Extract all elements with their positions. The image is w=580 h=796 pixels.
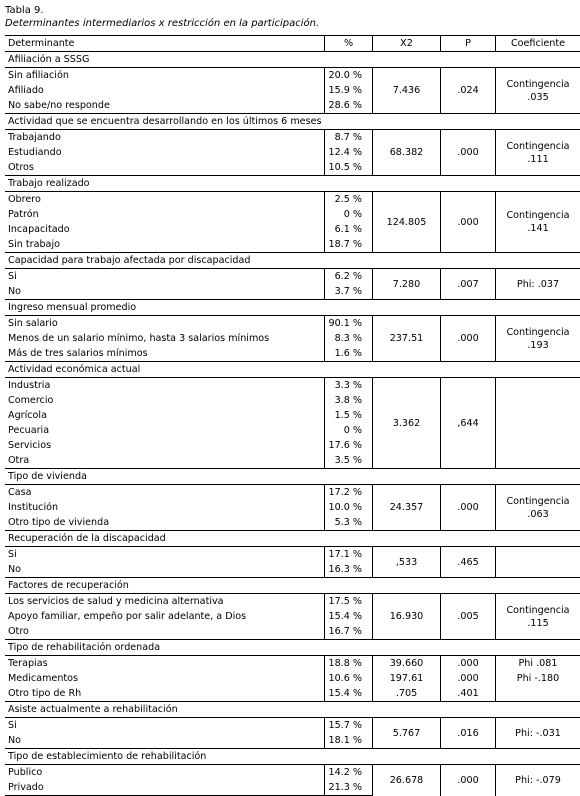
row-label: Sin salario [5,316,325,332]
header-percent: % [325,36,373,52]
row-percent: 18.7 % [325,237,373,253]
row-x2: 39.660 [373,656,441,672]
row-percent: 16.7 % [325,624,373,640]
header-coeficiente: Coeficiente [496,36,580,52]
row-percent: 90.1 % [325,316,373,332]
row-label: Los servicios de salud y medicina alternativa [5,594,325,610]
row-label: No [5,562,325,578]
table-label: Tabla 9. [5,4,575,17]
section-header-row [5,531,580,547]
row-label: Más de tres salarios mínimos [5,346,325,362]
row-coef: Phi -.180 [496,671,580,686]
section-coef [496,547,580,578]
section-title: Tipo de vivienda [5,469,580,485]
row-x2: .705 [373,686,441,702]
row-coef: Phi .081 [496,656,580,672]
coef-line: Contingencia [496,209,580,222]
row-label: Terapias [5,656,325,672]
table-row [5,269,580,285]
row-label: Sin trabajo [5,237,325,253]
row-label: Privado [5,780,325,796]
row-label: Patrón [5,207,325,222]
section-header-row [5,578,580,594]
section-header-row [5,640,580,656]
row-percent: 12.4 % [325,145,373,160]
section-header-row [5,253,580,269]
coef-line: Contingencia [496,140,580,153]
row-label: Si [5,718,325,734]
section-header-row [5,362,580,378]
table-row [5,130,580,146]
section-x2: 26.678 [373,765,441,796]
section-header-row [5,300,580,316]
row-percent: 2.5 % [325,192,373,208]
row-percent: 21.3 % [325,780,373,796]
row-label: Si [5,269,325,285]
row-percent: 18.8 % [325,656,373,672]
row-label: Estudiando [5,145,325,160]
table-row [5,547,580,563]
row-label: Menos de un salario mínimo, hasta 3 salarios mínimos [5,331,325,346]
table-row [5,718,580,734]
table-row [5,765,580,781]
row-label: Comercio [5,393,325,408]
section-x2: 16.930 [373,594,441,640]
row-label: Obrero [5,192,325,208]
section-coef [496,594,580,640]
table-row [5,192,580,208]
section-p: .005 [441,594,496,640]
table-row [5,378,580,394]
header-row [5,36,580,52]
row-percent: 15.7 % [325,718,373,734]
row-percent: 3.5 % [325,453,373,469]
row-label: Institución [5,500,325,515]
row-p: .000 [441,671,496,686]
section-coef [496,718,580,749]
section-header-row [5,52,580,68]
section-p: .016 [441,718,496,749]
row-label: Trabajando [5,130,325,146]
section-header-row [5,469,580,485]
table-row [5,68,580,84]
row-label: No [5,733,325,749]
row-percent: 3.8 % [325,393,373,408]
header-p: P [441,36,496,52]
row-label: Apoyo familiar, empeño por salir adelante, a Dios [5,609,325,624]
section-title: Trabajo realizado [5,176,580,192]
section-title: Actividad que se encuentra desarrollando en los últimos 6 meses [5,114,580,130]
coef-line: .141 [496,222,580,235]
row-percent: 5.3 % [325,515,373,531]
row-percent: 10.5 % [325,160,373,176]
section-coef [496,130,580,176]
section-x2: 3.362 [373,378,441,469]
row-percent: 10.0 % [325,500,373,515]
section-header-row [5,176,580,192]
row-x2: 197.61 [373,671,441,686]
row-percent: 3.3 % [325,378,373,394]
row-percent: 8.7 % [325,130,373,146]
row-label: Si [5,547,325,563]
row-label: No [5,284,325,300]
row-p: .000 [441,656,496,672]
coef-line: Contingencia [496,495,580,508]
table-row [5,671,580,686]
section-coef [496,378,580,469]
section-x2: 7.280 [373,269,441,300]
section-x2: 24.357 [373,485,441,531]
coef-line: Phi: -.031 [496,727,580,740]
row-percent: 17.2 % [325,485,373,501]
row-percent: 0 % [325,423,373,438]
section-p: .000 [441,765,496,796]
row-percent: 15.4 % [325,686,373,702]
section-x2: 7.436 [373,68,441,114]
row-label: Casa [5,485,325,501]
row-percent: 17.6 % [325,438,373,453]
section-title: Recuperación de la discapacidad [5,531,580,547]
section-coef [496,316,580,362]
row-percent: 6.2 % [325,269,373,285]
row-label: No sabe/no responde [5,98,325,114]
coef-line: .115 [496,617,580,630]
row-coef [496,686,580,702]
table-row [5,686,580,702]
section-coef [496,269,580,300]
section-title: Factores de recuperación [5,578,580,594]
row-percent: 15.4 % [325,609,373,624]
row-percent: 1.6 % [325,346,373,362]
row-label: Otro [5,624,325,640]
section-p: .000 [441,192,496,253]
row-percent: 14.2 % [325,765,373,781]
coef-line: .111 [496,153,580,166]
section-title: Actividad económica actual [5,362,580,378]
coef-line: Contingencia [496,604,580,617]
coef-line: .035 [496,91,580,104]
section-coef [496,765,580,796]
section-coef [496,192,580,253]
section-coef [496,68,580,114]
row-percent: 10.6 % [325,671,373,686]
section-x2: 124.805 [373,192,441,253]
row-label: Afiliado [5,83,325,98]
row-percent: 16.3 % [325,562,373,578]
row-percent: 8.3 % [325,331,373,346]
section-title: Asiste actualmente a rehabilitación [5,702,580,718]
section-p: .024 [441,68,496,114]
row-label: Medicamentos [5,671,325,686]
row-percent: 6.1 % [325,222,373,237]
header-x2: X2 [373,36,441,52]
section-header-row [5,702,580,718]
section-title: Capacidad para trabajo afectada por discapacidad [5,253,580,269]
row-percent: 3.7 % [325,284,373,300]
table-row [5,316,580,332]
results-table [5,35,580,796]
row-label: Otra [5,453,325,469]
section-header-row [5,749,580,765]
row-label: Servicios [5,438,325,453]
row-p: .401 [441,686,496,702]
coef-line: Phi: -.079 [496,774,580,787]
row-percent: 17.5 % [325,594,373,610]
row-label: Otro tipo de vivienda [5,515,325,531]
row-label: Pecuaria [5,423,325,438]
row-percent: 15.9 % [325,83,373,98]
section-coef [496,485,580,531]
table-row [5,594,580,610]
section-x2: 237.51 [373,316,441,362]
section-title: Tipo de rehabilitación ordenada [5,640,580,656]
section-p: .007 [441,269,496,300]
section-x2: ,533 [373,547,441,578]
section-p: .465 [441,547,496,578]
row-label: Sin afiliación [5,68,325,84]
row-percent: 1.5 % [325,408,373,423]
coef-line: .063 [496,508,580,521]
section-title: Afiliación a SSSG [5,52,580,68]
table-row [5,485,580,501]
row-label: Agrícola [5,408,325,423]
section-p: .000 [441,130,496,176]
section-p: ,644 [441,378,496,469]
section-title: Tipo de establecimiento de rehabilitación [5,749,580,765]
row-percent: 28.6 % [325,98,373,114]
row-percent: 20.0 % [325,68,373,84]
coef-line: Contingencia [496,326,580,339]
section-p: .000 [441,485,496,531]
table-row [5,656,580,672]
section-x2: 68.382 [373,130,441,176]
row-percent: 0 % [325,207,373,222]
section-title: Ingreso mensual promedio [5,300,580,316]
section-x2: 5.767 [373,718,441,749]
header-determinante: Determinante [5,36,325,52]
row-label: Industria [5,378,325,394]
section-header-row [5,114,580,130]
row-label: Incapacitado [5,222,325,237]
row-percent: 17.1 % [325,547,373,563]
row-label: Otros [5,160,325,176]
section-p: .000 [441,316,496,362]
coef-line: Phi: .037 [496,278,580,291]
row-label: Otro tipo de Rh [5,686,325,702]
table-title: Determinantes intermediarios x restricción en la participación. [5,17,575,30]
row-percent: 18.1 % [325,733,373,749]
coef-line: Contingencia [496,78,580,91]
coef-line: .193 [496,339,580,352]
row-label: Publico [5,765,325,781]
